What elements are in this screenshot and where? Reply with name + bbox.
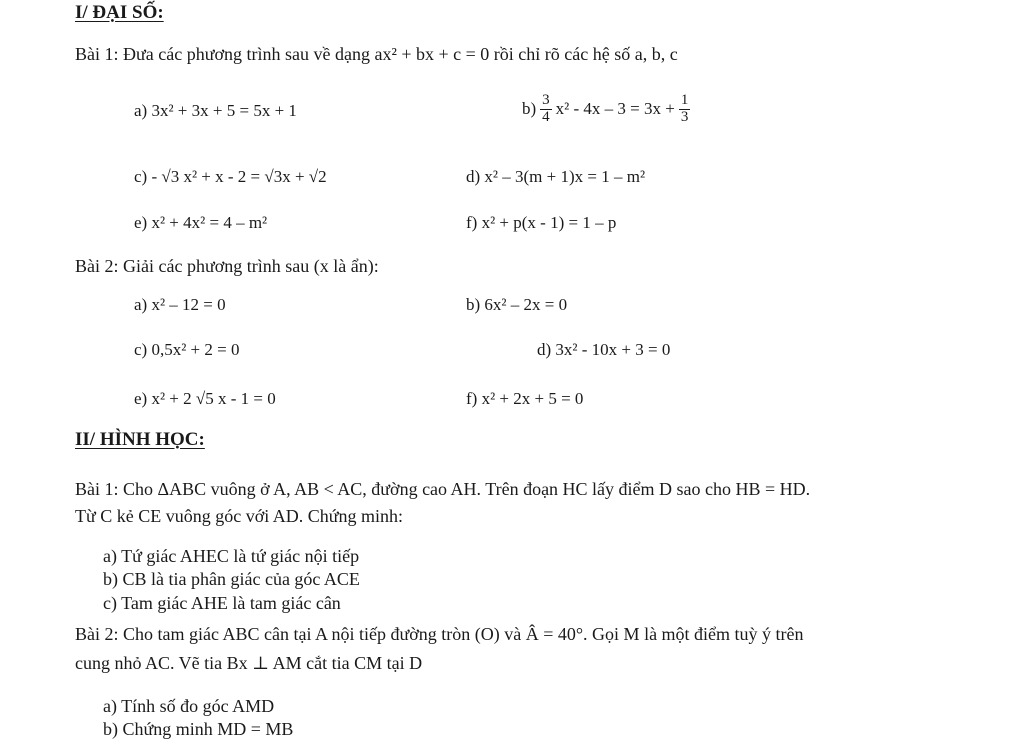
algebra-bai1-d: d) x² – 3(m + 1)x = 1 – m² — [466, 167, 646, 186]
geometry-bai2-list — [103, 695, 293, 742]
list-item: b) Chứng minh MD = MB — [103, 719, 294, 740]
list-item: a) Tứ giác AHEC là tứ giác nội tiếp — [103, 546, 360, 566]
geometry-bai2-line2: cung nhỏ AC. Vẽ tia Bx ⊥ AM cắt tia CM tại D — [75, 653, 423, 673]
geometry-bai1-list — [103, 545, 360, 615]
fraction-denominator: 4 — [542, 108, 550, 125]
algebra-bai1-c: c) - √3 x² + x - 2 = √3x + √2 — [134, 167, 327, 186]
list-item: c) Tam giác AHE là tam giác cân — [103, 592, 341, 613]
geometry-bai2-line1: Bài 2: Cho tam giác ABC cân tại A nội tiếp đường tròn (O) và Â = 40°. Gọi M là một điểm tuỳ ý trên — [75, 624, 804, 644]
algebra-heading: I/ ĐẠI SỐ: — [75, 2, 164, 23]
algebra-bai2-b: b) 6x² – 2x = 0 — [466, 295, 568, 314]
algebra-bai2-e: e) x² + 2 √5 x - 1 = 0 — [134, 389, 276, 408]
algebra-bai2-title: Bài 2: Giải các phương trình sau (x là ẩn): — [75, 256, 379, 276]
geometry-heading: II/ HÌNH HỌC: — [75, 429, 205, 450]
algebra-bai1-e: e) x² + 4x² = 4 – m² — [134, 213, 268, 232]
algebra-bai1-title: Bài 1: Đưa các phương trình sau về dạng ax² + bx + c = 0 rồi chỉ rõ các hệ số a, b, c — [75, 44, 678, 64]
fraction-three-quarters — [540, 93, 552, 126]
algebra-bai1-b — [522, 86, 694, 132]
algebra-bai2-c: c) 0,5x² + 2 = 0 — [134, 340, 240, 359]
geometry-bai1-line1: Bài 1: Cho ΔABC vuông ở A, AB < AC, đường cao AH. Trên đoạn HC lấy điểm D sao cho HB = HD. — [75, 479, 811, 499]
list-item: b) CB là tia phân giác của góc ACE — [103, 569, 360, 590]
geometry-bai1-line2: Từ C kẻ CE vuông góc với AD. Chứng minh: — [75, 506, 404, 526]
algebra-bai1-f: f) x² + p(x - 1) = 1 – p — [466, 213, 617, 232]
algebra-bai2-f: f) x² + 2x + 5 = 0 — [466, 389, 584, 408]
fraction-numerator: 3 — [542, 91, 550, 108]
algebra-bai2-a: a) x² – 12 = 0 — [134, 295, 226, 314]
algebra-bai1-a: a) 3x² + 3x + 5 = 5x + 1 — [134, 101, 297, 120]
list-item: a) Tính số đo góc AMD — [103, 696, 275, 716]
fraction-denominator: 3 — [680, 108, 689, 125]
algebra-bai2-d: d) 3x² - 10x + 3 = 0 — [537, 340, 671, 359]
b-middle: x² - 4x – 3 = 3x + — [555, 99, 675, 118]
fraction-one-third — [679, 93, 691, 126]
fraction-numerator: 1 — [680, 91, 689, 108]
b-label: b) — [522, 99, 537, 118]
